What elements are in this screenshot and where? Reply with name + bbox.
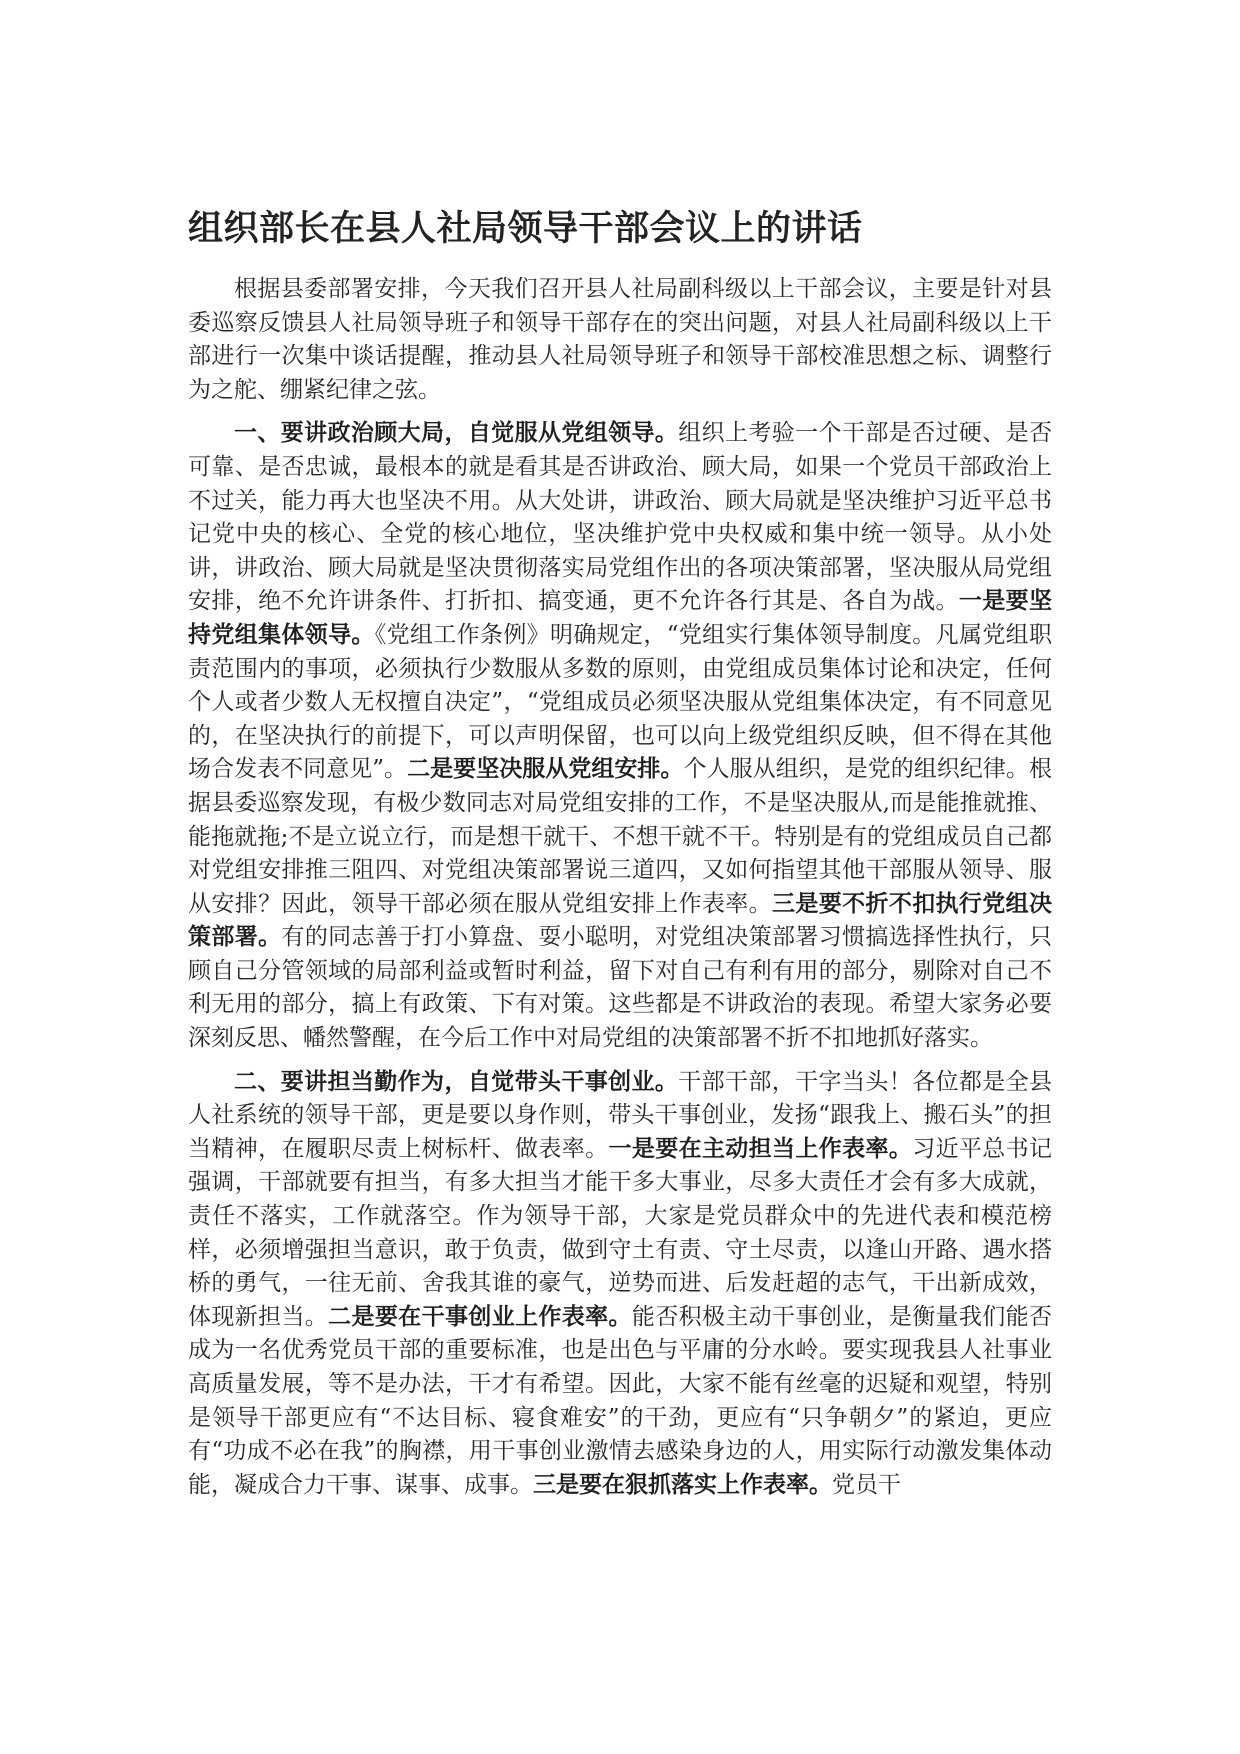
section-1-heading: 一、要讲政治顾大局，自觉服从党组领导。 — [234, 420, 679, 447]
section-1-point-1: 一是要坚持党组集体领导。 — [188, 588, 1053, 648]
section-2-point-3: 三是要在狠抓落实上作表率。 — [533, 1471, 832, 1498]
section-2-text-2: 习近平总书记强调，干部就要有担当，有多大担当才能干多大事业，尽多大责任才会有多大成就，责任不落实，工作就落空。作为领导干部，大家是党员群众中的先进代表和模范榜样，必须增强担当意识，敢于负责，做到守土有责、守土尽责，以逢山开路、遇水搭桥的勇气，一往无前、舍我其谁的豪气，逆势而进、后发赶超的志气，干出新成效，体现新担当。 — [188, 1135, 1053, 1330]
section-2-heading: 二、要讲担当勤作为，自觉带头干事创业。 — [234, 1068, 679, 1095]
section-2-text-3: 能否积极主动干事创业，是衡量我们能否成为一名优秀党员干部的重要标准，也是出色与平庸的分水岭。要实现我县人社事业高质量发展，等不是办法，干才有希望。因此，大家不能有丝毫的迟疑和观望，特别是领导干部更应有“不达目标、寝食难安”的干劲，更应有“只争朝夕”的紧迫，更应有“功成不必在我”的胸襟，用干事创业激情去感染身边的人，用实际行动激发集体动能，凝成合力干事、谋事、成事。 — [188, 1303, 1053, 1498]
section-1-text-1: 组织上考验一个干部是否过硬、是否可靠、是否忠诚，最根本的就是看其是否讲政治、顾大局，如果一个党员干部政治上不过关，能力再大也坚决不用。从大处讲，讲政治、顾大局就是坚决维护习近平总书记党中央的核心、全党的核心地位，坚决维护党中央权威和集中统一领导。从小处讲，讲政治、顾大局就是坚决贯彻落实局党组作出的各项决策部署，坚决服从局党组安排，绝不允许讲条件、打折扣、搞变通，更不允许各行其是、各自为战。 — [188, 420, 1053, 615]
section-2-point-2: 二是要在干事创业上作表率。 — [328, 1303, 632, 1330]
section-1-paragraph — [188, 417, 1052, 1055]
section-2-paragraph — [188, 1066, 1052, 1503]
section-1-text-2: 《党组工作条例》明确规定，“党组实行集体领导制度。凡属党组职责范围内的事项，必须执行少数服从多数的原则，由党组成员集体讨论和决定，任何个人或者少数人无权擅自决定”，“党组成员必须坚决服从党组集体决定，有不同意见的，在坚决执行的前提下，可以声明保留，也可以向上级党组织反映，但不得在其他场合发表不同意见”。 — [188, 621, 1053, 783]
section-2-text-4: 党员干 — [832, 1471, 901, 1498]
section-1-text-3: 个人服从组织，是党的组织纪律。根据县委巡察发现，有极少数同志对局党组安排的工作，不是坚决服从,而是能推就推、能拖就拖;不是立说立行，而是想干就干、不想干就不干。特别是有的党组成员自己都对党组安排推三阻四、对党组决策部署说三道四，又如何指望其他干部服从领导、服从安排？因此，领导干部必须在服从党组安排上作表率。 — [188, 756, 1053, 917]
intro-paragraph — [188, 273, 1052, 407]
document-title: 组织部长在县人社局领导干部会议上的讲话 — [188, 209, 863, 249]
section-1-text-4: 有的同志善于打小算盘、耍小聪明，对党组决策部署习惯搞选择性执行，只顾自己分管领域的局部利益或暂时利益，留下对自己有利有用的部分，剔除对自己不利无用的部分，搞上有政策、下有对策。这些都是不讲政治的表现。希望大家务必要深刻反思、幡然警醒，在今后工作中对局党组的决策部署不折不扣地抓好落实。 — [188, 924, 1053, 1052]
section-2-text-1: 干部干部，干字当头！各位都是全县人社系统的领导干部，更是要以身作则，带头干事创业，发扬“跟我上、搬石头”的担当精神，在履职尽责上树标杆、做表率。 — [188, 1068, 1053, 1162]
section-2-point-1: 一是要在主动担当上作表率。 — [608, 1135, 913, 1162]
document-page — [188, 205, 1052, 1512]
section-1-point-3: 三是要不折不扣执行党组决策部署。 — [188, 890, 1053, 951]
section-1-point-2: 二是要坚决服从党组安排。 — [407, 756, 684, 783]
intro-text: 根据县委部署安排，今天我们召开县人社局副科级以上干部会议，主要是针对县委巡察反馈县人社局领导班子和领导干部存在的突出问题，对县人社局副科级以上干部进行一次集中谈话提醒，推动县人社局领导班子和领导干部校准思想之标、调整行为之舵、绷紧纪律之弦。 — [188, 276, 1052, 403]
